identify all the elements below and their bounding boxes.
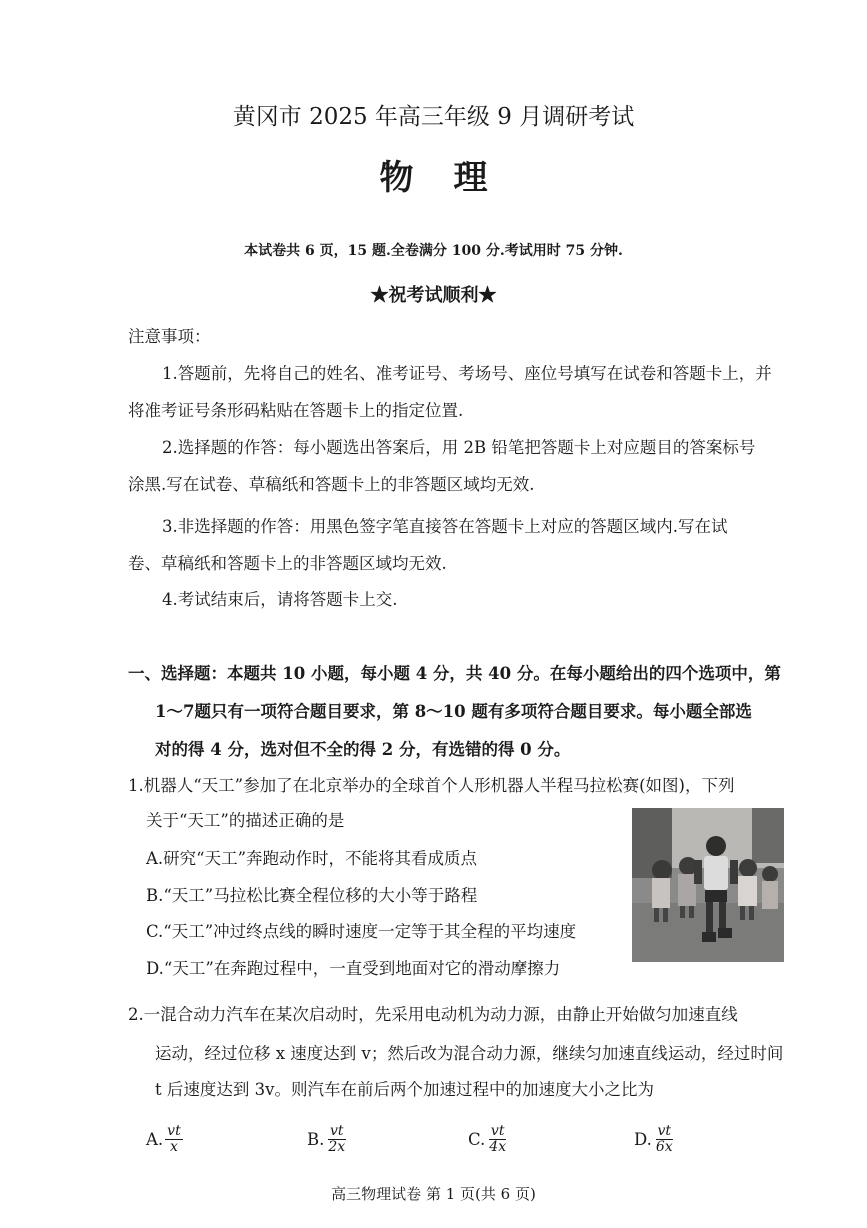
section-instruction: 对的得 4 分，选对但不全的得 2 分，有选错的得 0 分。 bbox=[155, 740, 571, 759]
fraction bbox=[487, 1124, 508, 1155]
question-1-option-d: D.“天工”在奔跑过程中，一直受到地面对它的滑动摩擦力 bbox=[146, 959, 561, 978]
good-luck-banner: ★祝考试顺利★ bbox=[370, 285, 497, 306]
notes-line: 3.非选择题的作答：用黑色签字笔直接答在答题卡上对应的答题区域内.写在试 bbox=[162, 517, 728, 536]
question-2-option-a bbox=[146, 1124, 183, 1155]
exam-info: 本试卷共 6 页，15 题.全卷满分 100 分.考试用时 75 分钟. bbox=[244, 243, 623, 259]
option-label: A. bbox=[146, 1130, 164, 1149]
question-1-option-a: A.研究“天工”奔跑动作时，不能将其看成质点 bbox=[146, 849, 478, 868]
notes-line: 卷、草稿纸和答题卡上的非答题区域均无效. bbox=[128, 554, 447, 573]
option-label: B. bbox=[307, 1130, 325, 1149]
question-1-option-c: C.“天工”冲过终点线的瞬时速度一定等于其全程的平均速度 bbox=[146, 922, 577, 941]
notes-line: 2.选择题的作答：每小题选出答案后，用 2B 铅笔把答题卡上对应题目的答案标号 bbox=[162, 438, 756, 457]
exam-title: 黄冈市 2025 年高三年级 9 月调研考试 bbox=[232, 104, 635, 130]
section-heading: 一、选择题：本题共 10 小题，每小题 4 分，共 40 分。在每小题给出的四个选项中，第 bbox=[128, 664, 781, 683]
numerator: vt bbox=[330, 1123, 344, 1139]
numerator: vt bbox=[167, 1123, 181, 1139]
question-2-option-b bbox=[307, 1124, 347, 1155]
question-1-option-b: B.“天工”马拉松比赛全程位移的大小等于路程 bbox=[146, 886, 478, 905]
question-2-stem: 运动，经过位移 x 速度达到 v；然后改为混合动力源，继续匀加速直线运动，经过时间 bbox=[155, 1044, 784, 1063]
option-label: C. bbox=[468, 1130, 486, 1149]
denominator: x bbox=[169, 1139, 178, 1155]
notes-line: 1.答题前，先将自己的姓名、准考证号、考场号、座位号填写在试卷和答题卡上，并 bbox=[162, 364, 772, 383]
denominator: 4x bbox=[489, 1139, 507, 1155]
question-1-stem: 1.机器人“天工”参加了在北京举办的全球首个人形机器人半程马拉松赛(如图)，下列 bbox=[128, 776, 735, 795]
subject-title: 物理 bbox=[379, 158, 528, 198]
fraction bbox=[654, 1124, 675, 1155]
denominator: 2x bbox=[328, 1139, 346, 1155]
question-2-stem: t 后速度达到 3v。则汽车在前后两个加速过程中的加速度大小之比为 bbox=[155, 1080, 654, 1099]
page-footer: 高三物理试卷 第 1 页(共 6 页) bbox=[331, 1185, 536, 1203]
section-instruction: 1～7题只有一项符合题目要求，第 8～10 题有多项符合题目要求。每小题全部选 bbox=[155, 702, 752, 721]
numerator: vt bbox=[490, 1123, 505, 1139]
question-1-stem: 关于“天工”的描述正确的是 bbox=[146, 811, 345, 830]
option-label: D. bbox=[634, 1130, 652, 1149]
notes-line: 将准考证号条形码粘贴在答题卡上的指定位置. bbox=[128, 401, 464, 420]
notes-heading: 注意事项： bbox=[128, 327, 211, 346]
question-2-option-c bbox=[468, 1124, 508, 1155]
fraction bbox=[165, 1124, 183, 1155]
numerator: vt bbox=[657, 1123, 672, 1139]
fraction bbox=[326, 1124, 347, 1155]
notes-line: 4.考试结束后，请将答题卡上交. bbox=[162, 590, 398, 609]
question-2-option-d bbox=[634, 1124, 675, 1155]
robot-marathon-photo bbox=[632, 808, 784, 962]
notes-line: 涂黑.写在试卷、草稿纸和答题卡上的非答题区域均无效. bbox=[128, 475, 535, 494]
denominator: 6x bbox=[655, 1139, 673, 1155]
question-2-stem: 2.一混合动力汽车在某次启动时，先采用电动机为动力源，由静止开始做匀加速直线 bbox=[128, 1005, 738, 1024]
